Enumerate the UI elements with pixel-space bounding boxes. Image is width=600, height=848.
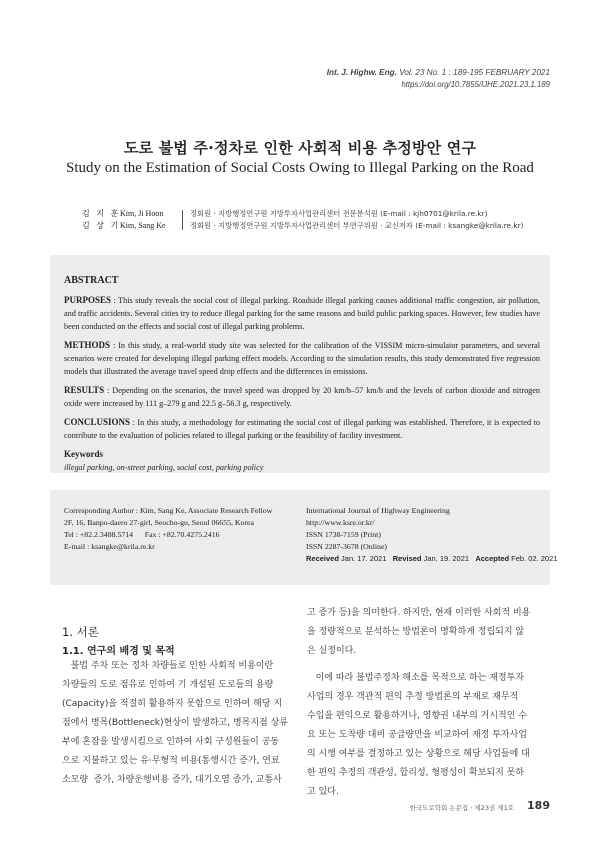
body-line: 고 있다. bbox=[307, 787, 339, 797]
author-korean-name: 김 상 기 bbox=[82, 221, 121, 230]
korean-title: 도로 불법 주·정차로 인한 사회적 비용 추정방안 연구 bbox=[123, 139, 477, 157]
journal-citation bbox=[327, 66, 550, 79]
author-english-name: Kim, Ji Hoon bbox=[120, 209, 164, 218]
body-line: 의 시행 여부를 결정하고 있는 상황으로 해당 사업들에 대 bbox=[307, 749, 530, 759]
footer-journal: 한국도로학회 논문집 · 제23권 제1호 bbox=[409, 804, 514, 812]
author-row bbox=[0, 208, 600, 220]
methods-text: : In this study, a real-world study site was selected for the calibration of the VISSIM micro-simulator parameters, and several scenarios were created for developing illegal parking effect models. According to the simulation results, this study demonstrated five regression models that illustrated the average travel speed drop effects and the differences in emissions. bbox=[64, 341, 540, 376]
accepted-label: Accepted bbox=[475, 554, 510, 563]
abstract-content bbox=[64, 274, 540, 474]
correspondence-address: 2F, 16, Banpo-daero 27-girl, Seocho-gu, Seoul 06655, Korea bbox=[64, 518, 254, 527]
abstract-heading: ABSTRACT bbox=[64, 275, 119, 286]
accepted-date: Feb. 02. 2021 bbox=[509, 554, 558, 563]
correspondence-email[interactable]: E-mail : ksangke@krila.re.kr bbox=[64, 542, 155, 551]
section-heading: 1. 서론 bbox=[62, 625, 99, 639]
issn-print: ISSN 1738-7159 (Print) bbox=[306, 530, 381, 539]
volume-info: Vol. 23 No. 1 : 189-195 FEBRUARY 2021 bbox=[396, 68, 550, 77]
abstract-purposes bbox=[64, 294, 540, 333]
doi-link[interactable]: https://doi.org/10.7855/IJHE.2021.23.1.189 bbox=[401, 80, 550, 89]
author-row bbox=[0, 220, 600, 232]
author-divider bbox=[182, 210, 183, 230]
purposes-label: PURPOSES bbox=[64, 295, 112, 305]
abstract-conclusions bbox=[64, 416, 540, 442]
body-line: 수입을 편익으로 활용하거나, 영향권 내부의 거시적인 수 bbox=[307, 711, 527, 721]
journal-info-block bbox=[306, 505, 557, 565]
journal-name: International Journal of Highway Engineering bbox=[306, 506, 450, 515]
body-line: 이에 따라 불법주정차 해소를 목적으로 하는 재정투자 bbox=[307, 673, 525, 683]
review-dates bbox=[306, 553, 557, 565]
purposes-text: : This study reveals the social cost of illegal parking. Roadside illegal parking causes additional traffic congestion, air pollution, and traffic accidents. Several cities try to reduce illegal parking for the same reasons and build public parking spaces. However, few studies have been conducted on the effects and social cost of illegal parking problems. bbox=[64, 296, 540, 331]
journal-url[interactable]: http://www.ksre.or.kr/ bbox=[306, 518, 375, 527]
author-affiliation: 정회원 · 지방행정연구원 지방투자사업관리센터 전문분석원 (E-mail : kjh0701@krila.re.kr) bbox=[190, 209, 488, 218]
author-affiliation: 정회원 · 지방행정연구원 지방투자사업관리센터 부연구위원 · 교신저자 (E-mail : ksangke@krila.re.kr) bbox=[190, 221, 524, 230]
correspondence-phone: Tel : +82.2.3488.5714 Fax : +82.70.4275.2416 bbox=[64, 530, 220, 539]
received-date: Jan. 17. 2021 bbox=[338, 554, 393, 563]
methods-label: METHODS bbox=[64, 340, 111, 350]
conclusions-text: : In this study, a methodology for estimating the social cost of illegal parking was established. Therefore, it is expected to contribute to the evaluation of policies related to illegal parking or the feasibility of facility investment. bbox=[64, 418, 540, 440]
body-line: 은 실정이다. bbox=[307, 646, 357, 656]
results-text: : Depending on the scenarios, the travel speed was dropped by 20 km/h–57 km/h and the levels of carbon dioxide and nitrogen oxide were increased by 111 g–279 g and 22.5 g–56.3 g, respectively. bbox=[64, 386, 540, 408]
body-line: 부에 혼잡을 발생시킴으로 인하여 사회 구성원들이 공동 bbox=[62, 737, 280, 747]
revised-date: Jan. 19. 2021 bbox=[421, 554, 476, 563]
correspondence-block bbox=[64, 505, 272, 553]
body-line: 한 편익 추정의 객관성, 합리성, 형평성이 확보되지 못하 bbox=[307, 768, 525, 778]
keywords-list: illegal parking, on-street parking, social cost, parking policy bbox=[64, 463, 264, 472]
issn-online: ISSN 2287-3678 (Online) bbox=[306, 542, 387, 551]
abstract-methods bbox=[64, 339, 540, 378]
revised-label: Revised bbox=[392, 554, 422, 563]
left-column bbox=[62, 657, 297, 790]
author-korean-name: 김 지 훈 bbox=[82, 209, 121, 218]
corresponding-author: Corresponding Author : Kim, Sang Ke, Associate Research Fellow bbox=[64, 506, 273, 515]
page-number: 189 bbox=[527, 799, 550, 812]
body-line: 소모량 증가, 차량운행비용 증가, 대기오염 증가, 교통사 bbox=[62, 775, 282, 785]
body-line: 사업의 경우 객관적 편익 추정 방법론의 부재로 재무적 bbox=[307, 692, 519, 702]
english-title: Study on the Estimation of Social Costs Owing to Illegal Parking on the Road bbox=[66, 160, 534, 176]
journal-header bbox=[327, 66, 550, 91]
body-line bbox=[307, 661, 542, 669]
right-column bbox=[307, 604, 542, 802]
subsection-heading: 1.1. 연구의 배경 및 목적 bbox=[62, 646, 175, 657]
body-line: 점에서 병목(Bottleneck)현상이 발생하고, 병목지점 상류 bbox=[62, 718, 288, 728]
results-label: RESULTS bbox=[64, 385, 105, 395]
body-line: 차량들의 도로 점유로 인하여 기 개설된 도로들의 용량 bbox=[62, 680, 274, 690]
body-line: (Capacity)을 적절히 활용하지 못함으로 인하여 해당 지 bbox=[62, 699, 283, 709]
body-line: 요 또는 도착량 대비 공급량만을 비교하여 재정 투자사업 bbox=[307, 730, 527, 740]
body-line: 불법 주차 또는 정차 차량들로 인한 사회적 비용이란 bbox=[62, 661, 274, 671]
journal-abbreviation: Int. J. Highw. Eng. bbox=[326, 68, 397, 77]
body-line: 을 정량적으로 분석하는 방법론이 명확하게 정립되지 않 bbox=[307, 627, 525, 637]
body-line: 고 증가 등)을 의미한다. 하지만, 현재 이러한 사회적 비용 bbox=[307, 608, 531, 618]
conclusions-label: CONCLUSIONS bbox=[64, 417, 131, 427]
author-english-name: Kim, Sang Ke bbox=[120, 221, 166, 230]
received-label: Received bbox=[306, 554, 339, 563]
body-line: 으로 지불하고 있는 유·무형적 비용(통행시간 증가, 연료 bbox=[62, 756, 280, 766]
abstract-results bbox=[64, 384, 540, 410]
keywords-heading: Keywords bbox=[64, 449, 103, 459]
